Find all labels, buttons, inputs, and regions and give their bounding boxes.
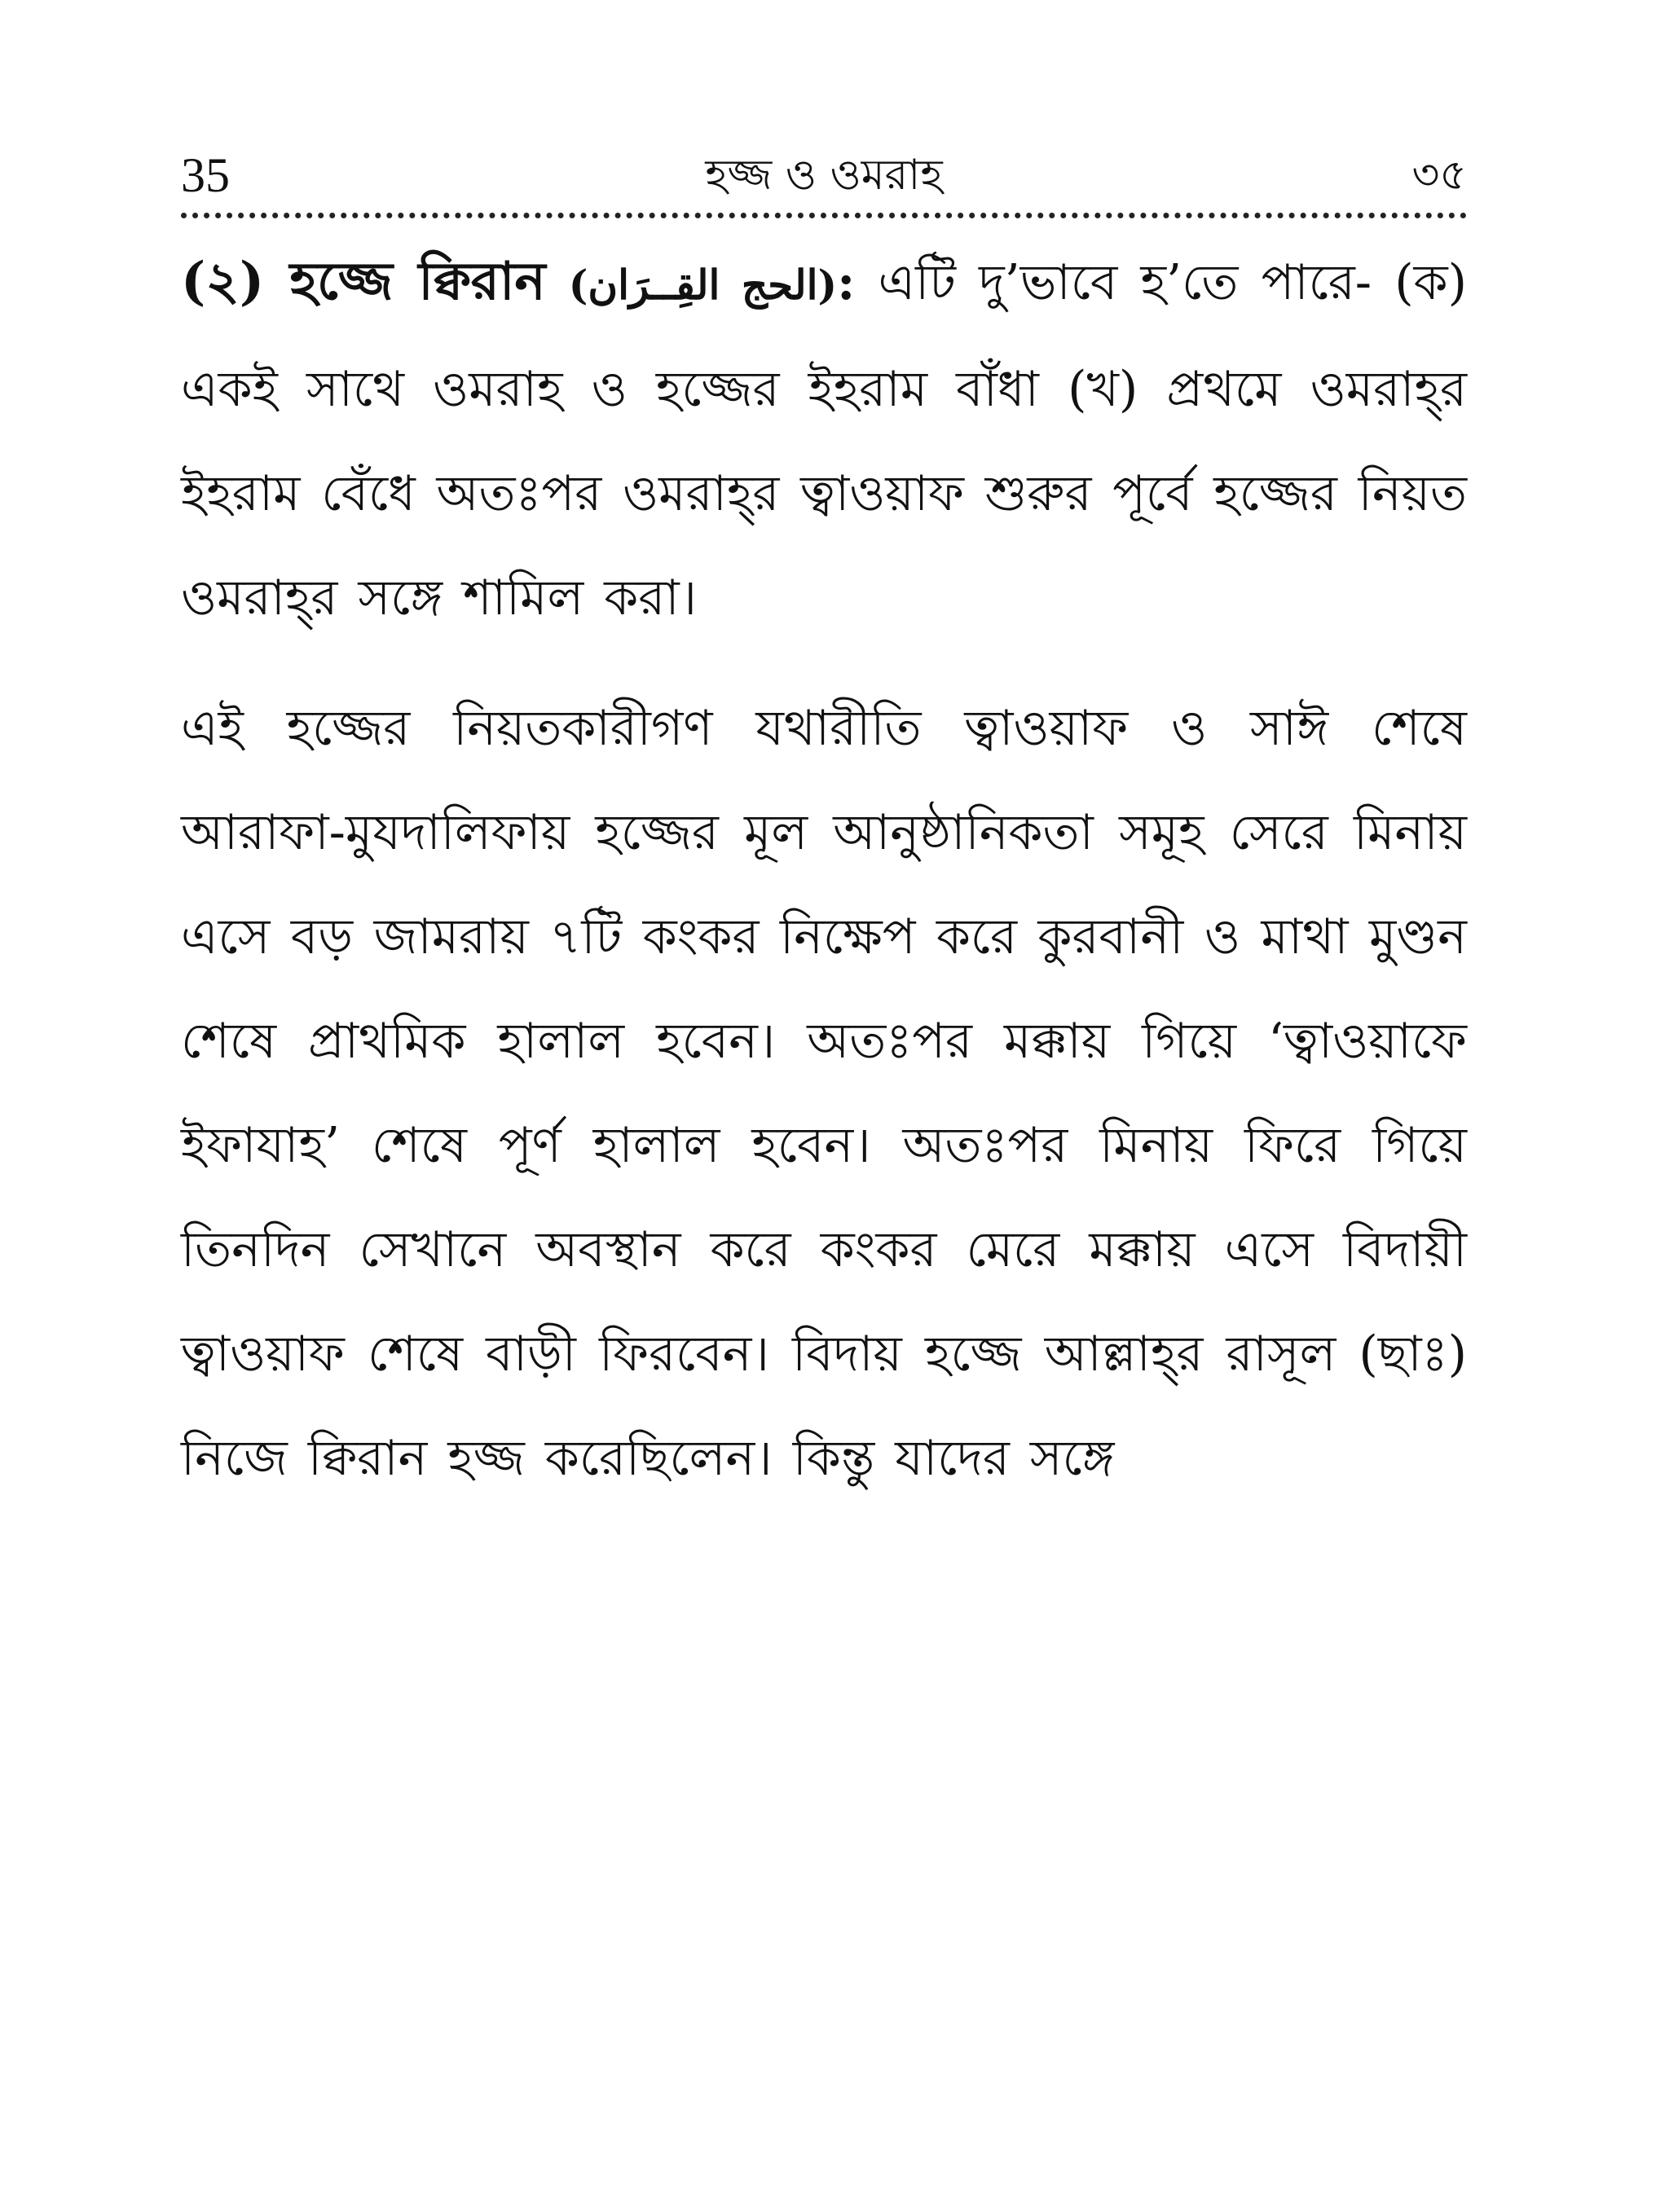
running-title: হজ্জ ও ওমরাহ (705, 151, 943, 200)
running-header (181, 143, 1467, 208)
paragraph-qiran-definition (181, 230, 1467, 650)
heading-colon: : (837, 254, 856, 311)
arabic-term: (الحج القِــرَان) (568, 261, 838, 309)
paragraph-qiran-procedure: এই হজ্জের নিয়তকারীগণ যথারীতি ত্বাওয়াফ ও সাঈ শেষে আরাফা-মুযদালিফায় হজ্জের মূল আনুষ্ঠানিকতা সমূহ সেরে মিনায় এসে বড় জামরায় ৭টি কংকর নিক্ষেপ করে কুরবানী ও মাথা মুণ্ডন শেষে প্রাথমিক হালাল হবেন। অতঃপর মক্কায় গিয়ে ‘ত্বাওয়াফে ইফাযাহ’ শেষে পূর্ণ হালাল হবেন। অতঃপর মিনায় ফিরে গিয়ে তিনদিন সেখানে অবস্থান করে কংকর মেরে মক্কায় এসে বিদায়ী ত্বাওয়াফ শেষে বাড়ী ফিরবেন। বিদায় হজ্জে আল্লাহ্‌র রাসূল (ছাঃ) নিজে ক্বিরান হজ্জ করেছিলেন। কিন্তু যাদের সঙ্গে (181, 700, 1467, 1487)
page-number-bengali: ৩৫ (1411, 151, 1467, 200)
header-dotted-rule (181, 213, 1467, 218)
paragraph-1-text: এটি দু’ভাবে হ’তে পারে- (ক) একই সাথে ওমরাহ ও হজ্জের ইহরাম বাঁধা (খ) প্রথমে ওমরাহ্‌র ইহরাম বেঁধে অতঃপর ওমরাহ্‌র ত্বাওয়াফ শুরুর পূর্বে হজ্জের নিয়ত ওমরাহ্‌র সঙ্গে শামিল করা। (181, 254, 1468, 627)
page-number-latin: 35 (181, 148, 230, 202)
section-heading: (২) হজ্জে ক্বিরান (181, 251, 546, 312)
book-page (181, 143, 1467, 2131)
